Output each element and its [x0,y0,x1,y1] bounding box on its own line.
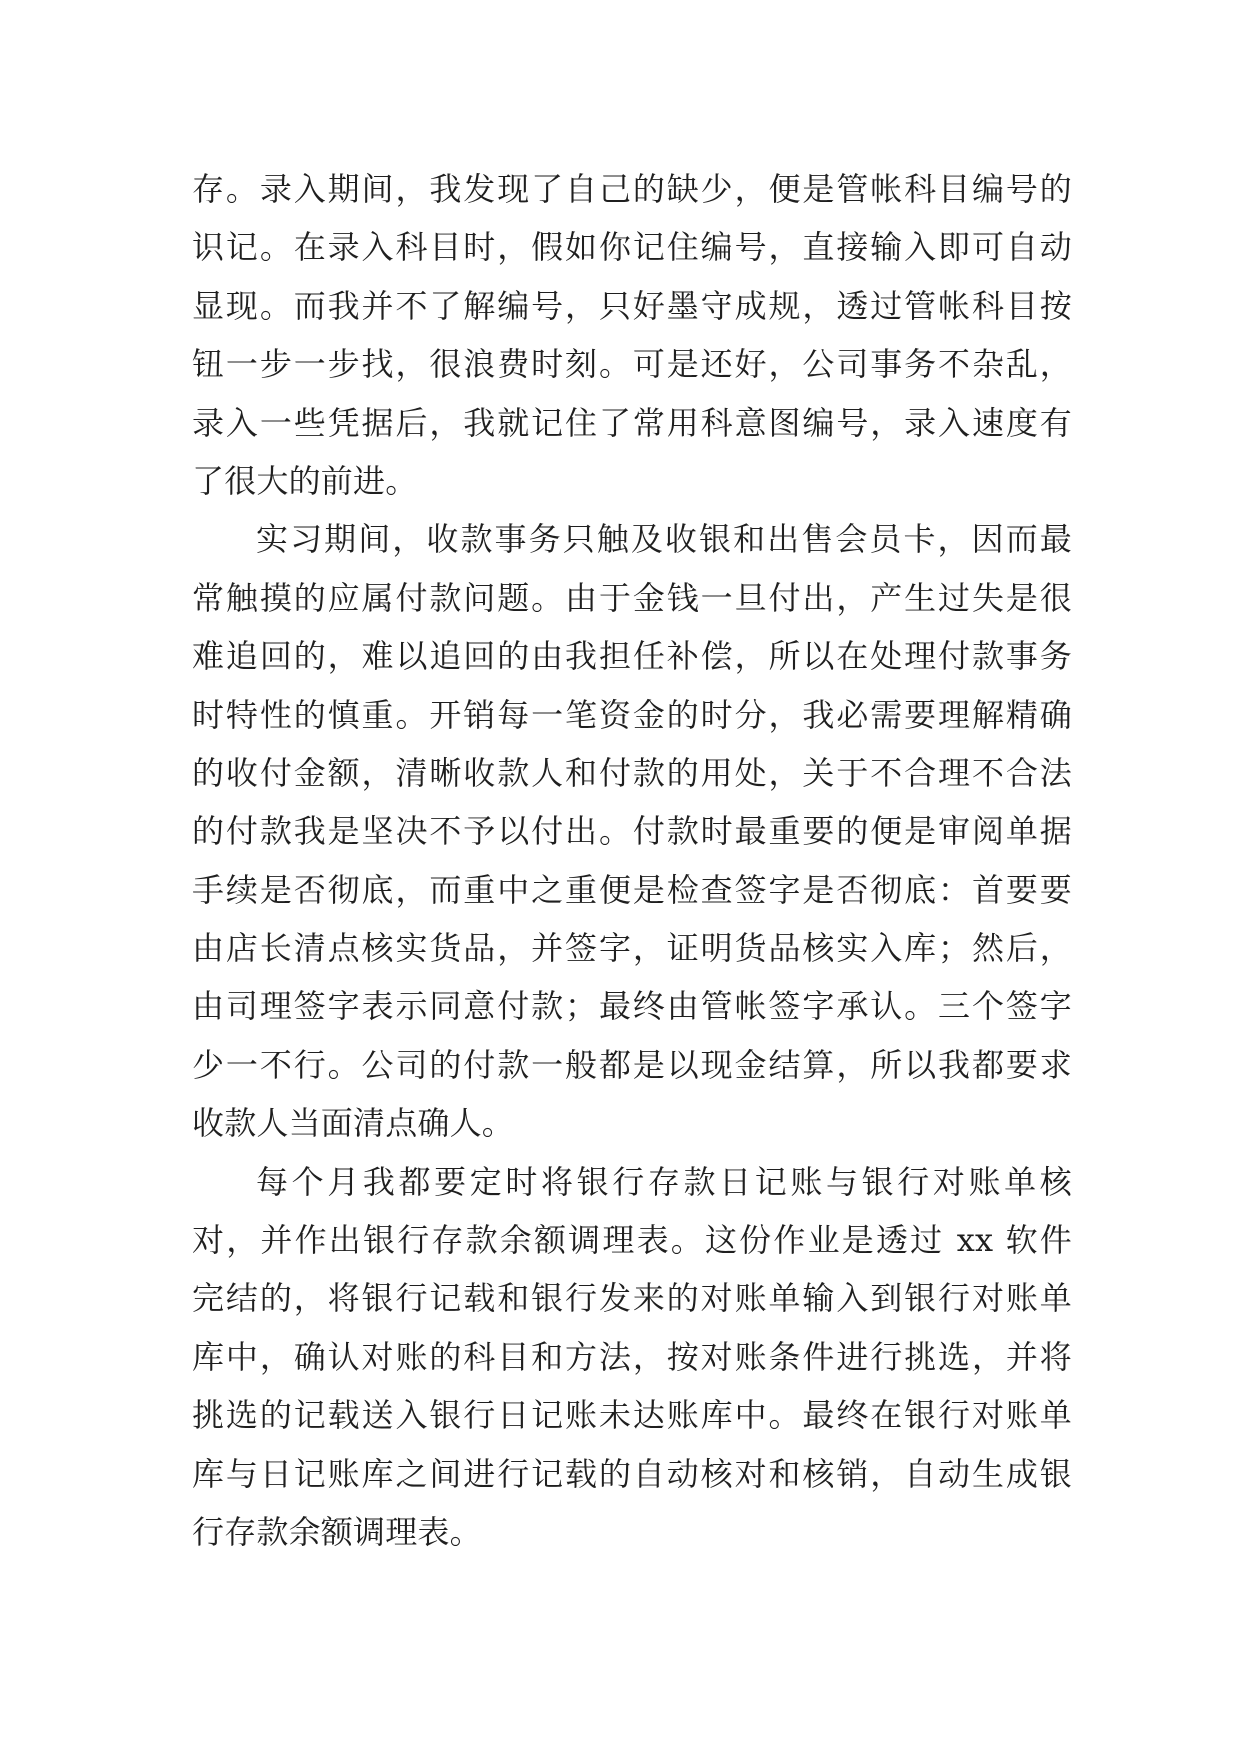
paragraph-first-line: 每个月我都要定时将银行存款日记账与银行对账单核 [256,1162,1072,1201]
text-line: 显现。而我并不了解编号，只好墨守成规，透过管帐科目按 [192,286,1072,325]
text-line: 钮一步一步找，很浪费时刻。可是还好，公司事务不杂乱， [192,345,1072,384]
text-line: 由店长清点核实货品，并签字，证明货品核实入库；然后， [192,929,1072,968]
text-line: 库中，确认对账的科目和方法，按对账条件进行挑选，并将 [192,1337,1072,1376]
text-line: 难追回的，难以追回的由我担任补偿，所以在处理付款事务 [192,637,1072,676]
text-line: 挑选的记载送入银行日记账未达账库中。最终在银行对账单 [192,1396,1072,1435]
text-line: 时特性的慎重。开销每一笔资金的时分，我必需要理解精确 [192,695,1072,734]
text-line: 手续是否彻底，而重中之重便是检查签字是否彻底：首要要 [192,870,1072,909]
text-line: 完结的，将银行记载和银行发来的对账单输入到银行对账单 [192,1279,1072,1318]
text-line: 库与日记账库之间进行记载的自动核对和核销，自动生成银 [192,1454,1072,1493]
text-line: 少一不行。公司的付款一般都是以现金结算，所以我都要求 [192,1045,1072,1084]
text-line: 对，并作出银行存款余额调理表。这份作业是透过 xx 软件 [192,1221,1072,1260]
text-line: 录入一些凭据后，我就记住了常用科意图编号，录入速度有 [192,403,1072,442]
text-line: 了很大的前进。 [192,461,418,500]
text-line: 由司理签字表示同意付款；最终由管帐签字承认。三个签字 [192,987,1072,1026]
text-line: 的付款我是坚决不予以付出。付款时最重要的便是审阅单据 [192,812,1072,851]
text-line: 识记。在录入科目时，假如你记住编号，直接输入即可自动 [192,228,1072,267]
text-line: 存。录入期间，我发现了自己的缺少，便是管帐科目编号的 [192,170,1072,208]
text-line: 收款人当面清点确人。 [192,1104,515,1143]
text-line: 的收付金额，清晰收款人和付款的用处，关于不合理不合法 [192,753,1072,792]
text-line: 常触摸的应属付款问题。由于金钱一旦付出，产生过失是很 [192,578,1072,617]
paragraph-first-line: 实习期间，收款事务只触及收银和出售会员卡，因而最 [256,520,1072,559]
text-line: 行存款余额调理表。 [192,1512,482,1551]
document-body [192,160,1072,1561]
